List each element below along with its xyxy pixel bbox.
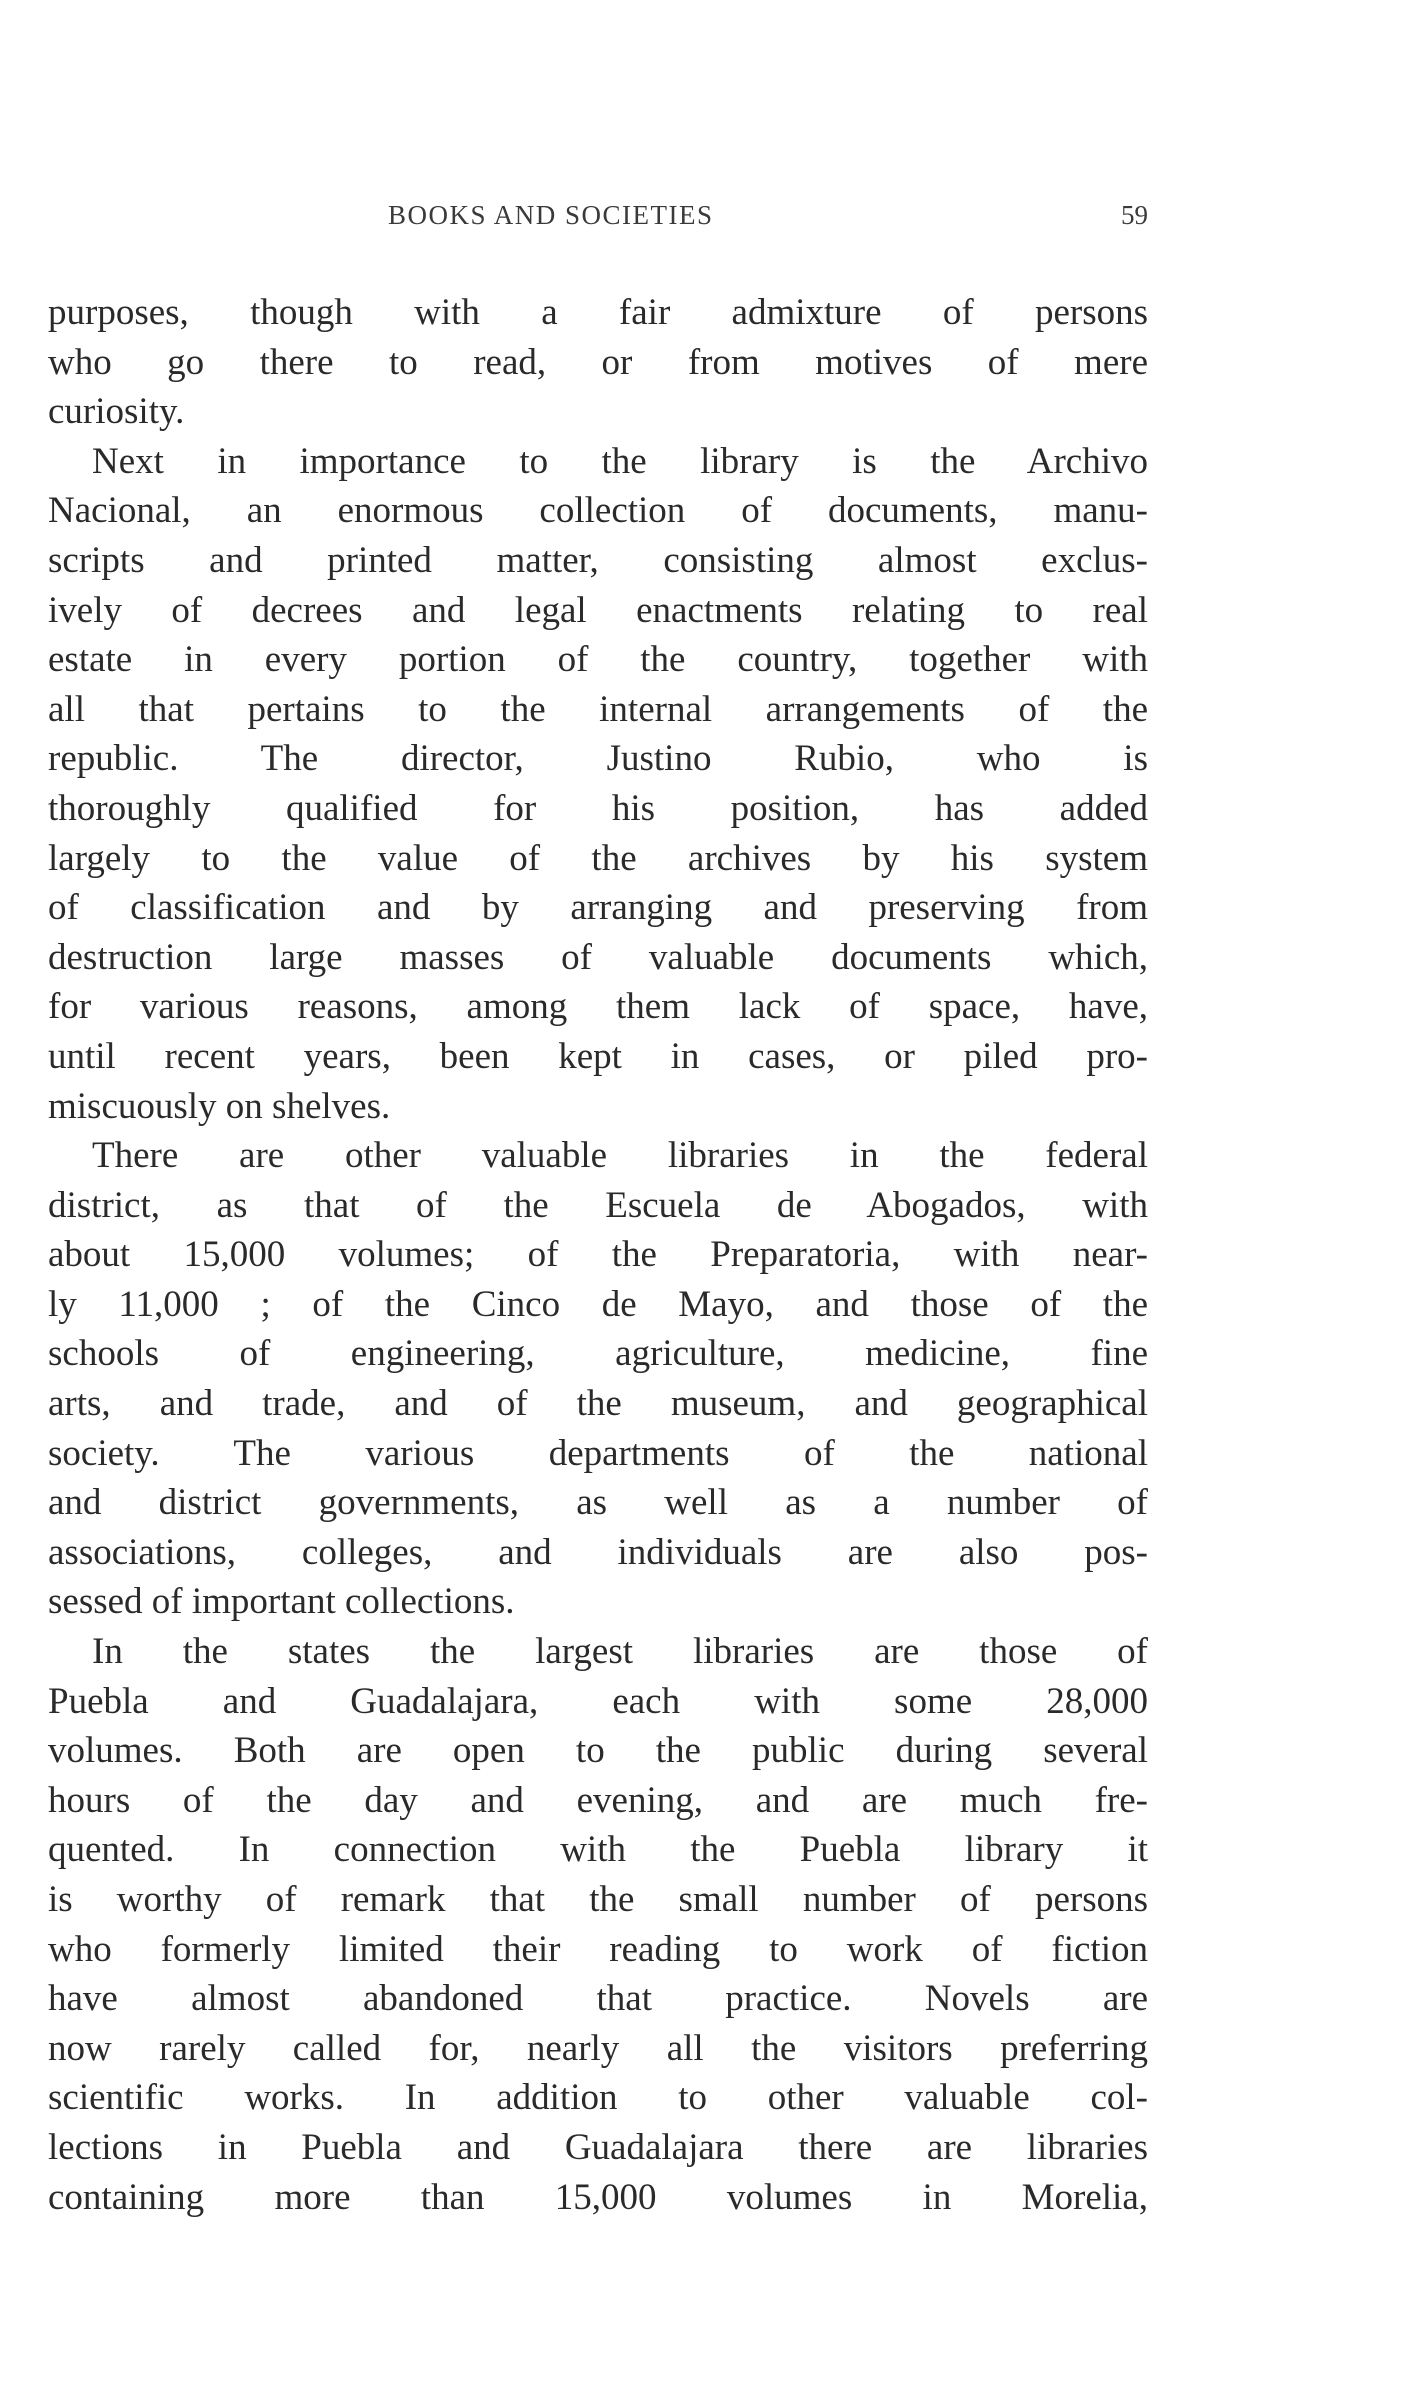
text-line: society. The various departments of the national (48, 1432, 1148, 1474)
text-line: miscuously on shelves. (48, 1085, 391, 1127)
text-line: scripts and printed matter, consisting almost exclus- (48, 539, 1148, 581)
text-line: destruction large masses of valuable documents which, (48, 936, 1148, 978)
text-line: of classification and by arranging and preserving from (48, 887, 1148, 929)
text-line: lections in Puebla and Guadalajara there are libraries (48, 2126, 1148, 2168)
text-line: about 15,000 volumes; of the Preparatoria, with near- (48, 1234, 1148, 1276)
text-line: republic. The director, Justino Rubio, who is (48, 738, 1148, 780)
text-line: scientific works. In addition to other valuable col- (48, 2077, 1148, 2119)
text-line: largely to the value of the archives by his system (48, 837, 1148, 879)
text-line: for various reasons, among them lack of space, have, (48, 986, 1148, 1028)
text-line: who formerly limited their reading to work of fiction (48, 1928, 1148, 1970)
body-text (48, 288, 1148, 2222)
text-line: arts, and trade, and of the museum, and geographical (48, 1383, 1148, 1425)
text-line: now rarely called for, nearly all the visitors preferring (48, 2027, 1148, 2069)
text-line: sessed of important collections. (48, 1581, 515, 1623)
text-line: is worthy of remark that the small number of persons (48, 1879, 1148, 1920)
text-line: Puebla and Guadalajara, each with some 28,000 (48, 1680, 1148, 1722)
text-line: curiosity. (48, 391, 185, 433)
running-head (48, 200, 1148, 240)
text-line: quented. In connection with the Puebla library it (48, 1829, 1148, 1871)
text-line: and district governments, as well as a number of (48, 1482, 1148, 1524)
page-number: 59 (1121, 200, 1148, 230)
text-line: associations, colleges, and individuals are also pos- (48, 1531, 1148, 1573)
text-line: have almost abandoned that practice. Novels are (48, 1978, 1148, 2020)
text-line: In the states the largest libraries are those of (92, 1631, 1148, 1673)
text-line: purposes, though with a fair admixture of persons (48, 292, 1148, 333)
text-line: volumes. Both are open to the public during several (48, 1730, 1148, 1772)
text-line: thoroughly qualified for his position, has added (48, 787, 1148, 829)
text-line: Nacional, an enormous collection of documents, manu- (48, 490, 1148, 532)
text-line: containing more than 15,000 volumes in Morelia, (48, 2176, 1148, 2218)
text-line: schools of engineering, agriculture, medicine, fine (48, 1333, 1148, 1375)
text-line: Next in importance to the library is the Archivo (92, 440, 1148, 482)
text-line: all that pertains to the internal arrangements of the (48, 688, 1148, 730)
text-line: hours of the day and evening, and are much fre- (48, 1779, 1148, 1821)
text-line: ively of decrees and legal enactments relating to real (48, 589, 1148, 631)
text-line: until recent years, been kept in cases, or piled pro- (48, 1035, 1148, 1077)
text-line: estate in every portion of the country, together with (48, 639, 1148, 681)
running-title: BOOKS AND SOCIETIES (388, 200, 714, 230)
text-line: district, as that of the Escuela de Abogados, with (48, 1184, 1148, 1226)
text-line: There are other valuable libraries in the federal (92, 1135, 1148, 1177)
text-line: who go there to read, or from motives of mere (48, 341, 1148, 383)
text-line: ly 11,000 ; of the Cinco de Mayo, and those of the (48, 1283, 1148, 1325)
